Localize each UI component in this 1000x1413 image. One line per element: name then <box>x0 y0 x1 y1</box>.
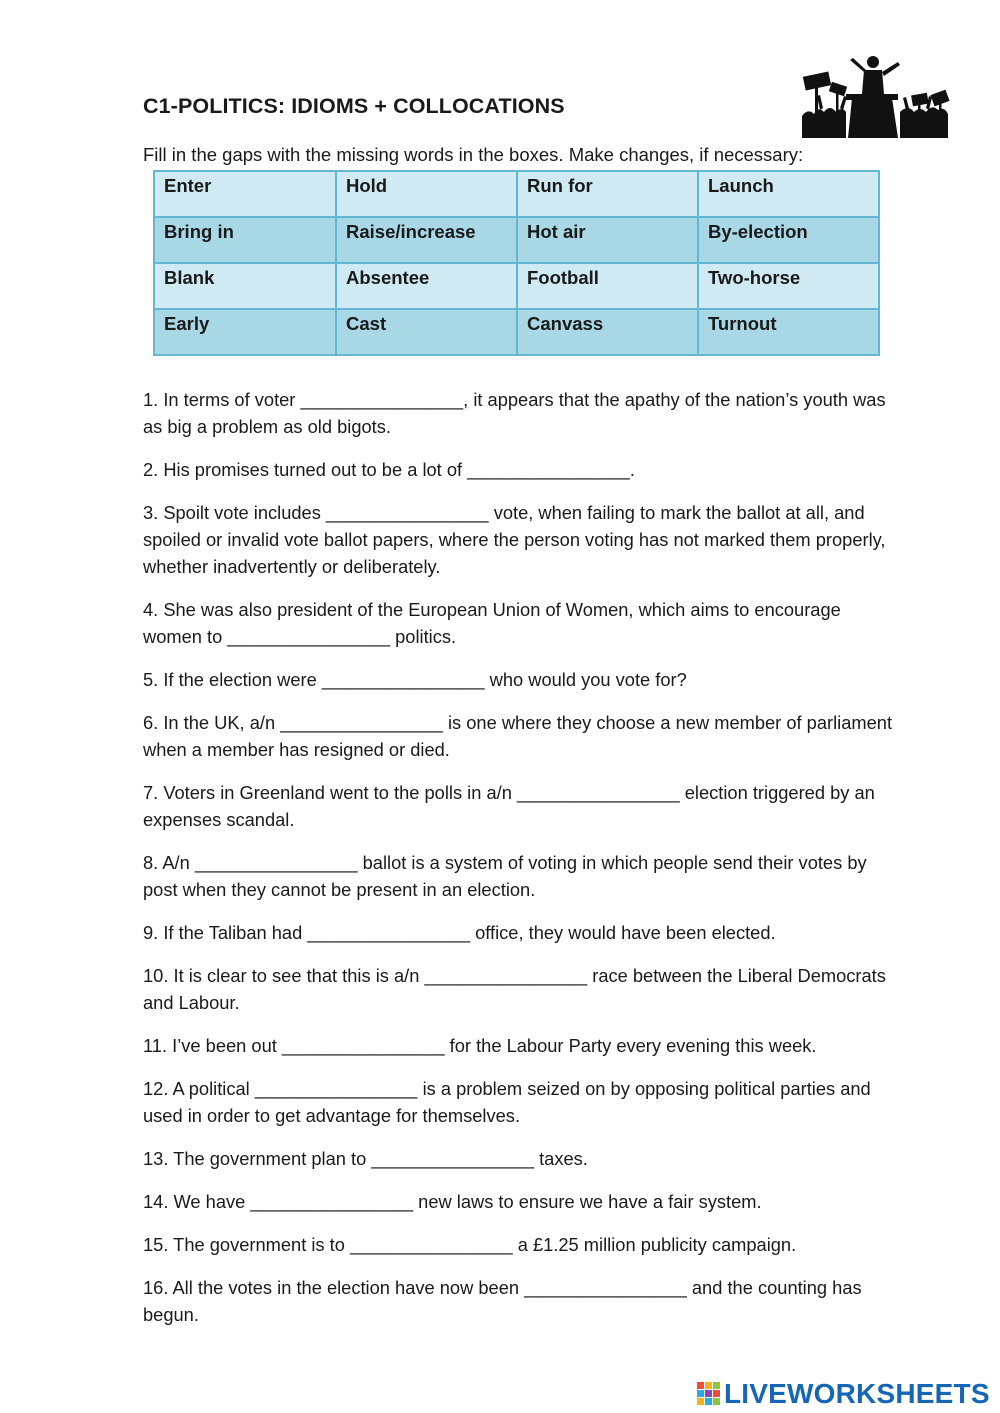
answer-blank[interactable]: ________________ <box>321 669 485 690</box>
question-list <box>143 386 903 1344</box>
answer-blank[interactable]: ________________ <box>250 1191 414 1212</box>
answer-blank[interactable]: ________________ <box>300 389 464 410</box>
answer-blank[interactable]: ________________ <box>194 852 358 873</box>
answer-blank[interactable]: ________________ <box>371 1148 535 1169</box>
question-6: 6. In the UK, a/n ________________ is one where they choose a new member of parliament when a member has resigned or died. <box>143 712 893 760</box>
word-box-row <box>154 263 879 309</box>
word-box-cell: Blank <box>154 263 336 309</box>
word-box <box>153 170 880 356</box>
question-7: 7. Voters in Greenland went to the polls in a/n ________________ election triggered by an expenses scandal. <box>143 782 875 830</box>
word-box-cell: Launch <box>698 171 879 217</box>
answer-blank[interactable]: ________________ <box>516 782 680 803</box>
answer-blank[interactable]: ________________ <box>524 1277 687 1298</box>
question-13: 13. The government plan to ________________ taxes. <box>143 1148 588 1169</box>
answer-blank[interactable]: ________________ <box>467 459 630 480</box>
word-box-row <box>154 171 879 217</box>
answer-blank[interactable]: ________________ <box>424 965 588 986</box>
question-11: 11. I’ve been out ________________ for the Labour Party every evening this week. <box>143 1035 817 1056</box>
answer-blank[interactable]: ________________ <box>325 502 489 523</box>
question-10: 10. It is clear to see that this is a/n ________________ race between the Liberal Democrats and Labour. <box>143 965 886 1013</box>
word-box-cell: Enter <box>154 171 336 217</box>
word-box-cell: Early <box>154 309 336 355</box>
question-2: 2. His promises turned out to be a lot of ________________. <box>143 459 635 480</box>
question-3: 3. Spoilt vote includes ________________ vote, when failing to mark the ballot at all, and spoiled or invalid vote ballot papers, where the person voting has not marked them properly, whether inadvertently or deliberately. <box>143 502 886 577</box>
word-box-cell: By-election <box>698 217 879 263</box>
answer-blank[interactable]: ________________ <box>349 1234 513 1255</box>
word-box-cell: Football <box>517 263 698 309</box>
question-12: 12. A political ________________ is a problem seized on by opposing political parties and used in order to get advantage for themselves. <box>143 1078 871 1126</box>
word-box-cell: Hot air <box>517 217 698 263</box>
word-box-cell: Bring in <box>154 217 336 263</box>
word-box-cell: Two-horse <box>698 263 879 309</box>
word-box-cell: Canvass <box>517 309 698 355</box>
word-box-row <box>154 309 879 355</box>
question-9: 9. If the Taliban had ________________ office, they would have been elected. <box>143 922 776 943</box>
word-box-cell: Run for <box>517 171 698 217</box>
word-box-cell: Raise/increase <box>336 217 517 263</box>
brand-blocks-icon <box>697 1382 721 1406</box>
page-title: C1-POLITICS: IDIOMS + COLLOCATIONS <box>143 94 565 118</box>
brand-logo[interactable] <box>697 1379 990 1409</box>
question-14: 14. We have ________________ new laws to ensure we have a fair system. <box>143 1191 762 1212</box>
word-box-cell: Cast <box>336 309 517 355</box>
word-box-cell: Turnout <box>698 309 879 355</box>
answer-blank[interactable]: ________________ <box>280 712 443 733</box>
answer-blank[interactable]: ________________ <box>254 1078 418 1099</box>
political-rally-icon <box>800 50 950 138</box>
question-4: 4. She was also president of the European Union of Women, which aims to encourage women to ________________ politics. <box>143 599 841 647</box>
word-box-cell: Absentee <box>336 263 517 309</box>
brand-name: LIVEWORKSHEETS <box>724 1378 990 1409</box>
answer-blank[interactable]: ________________ <box>281 1035 445 1056</box>
word-box-cell: Hold <box>336 171 517 217</box>
question-16: 16. All the votes in the election have now been ________________ and the counting has begun. <box>143 1277 862 1325</box>
answer-blank[interactable]: ________________ <box>227 626 391 647</box>
question-5: 5. If the election were ________________ who would you vote for? <box>143 669 687 690</box>
answer-blank[interactable]: ________________ <box>307 922 471 943</box>
instructions: Fill in the gaps with the missing words in the boxes. Make changes, if necessary: <box>143 144 804 165</box>
word-box-row <box>154 217 879 263</box>
question-8: 8. A/n ________________ ballot is a system of voting in which people send their votes by post when they cannot be present in an election. <box>143 852 867 900</box>
question-1: 1. In terms of voter ________________, it appears that the apathy of the nation’s youth was as big a problem as old bigots. <box>143 389 886 437</box>
question-15: 15. The government is to ________________ a £1.25 million publicity campaign. <box>143 1234 797 1255</box>
